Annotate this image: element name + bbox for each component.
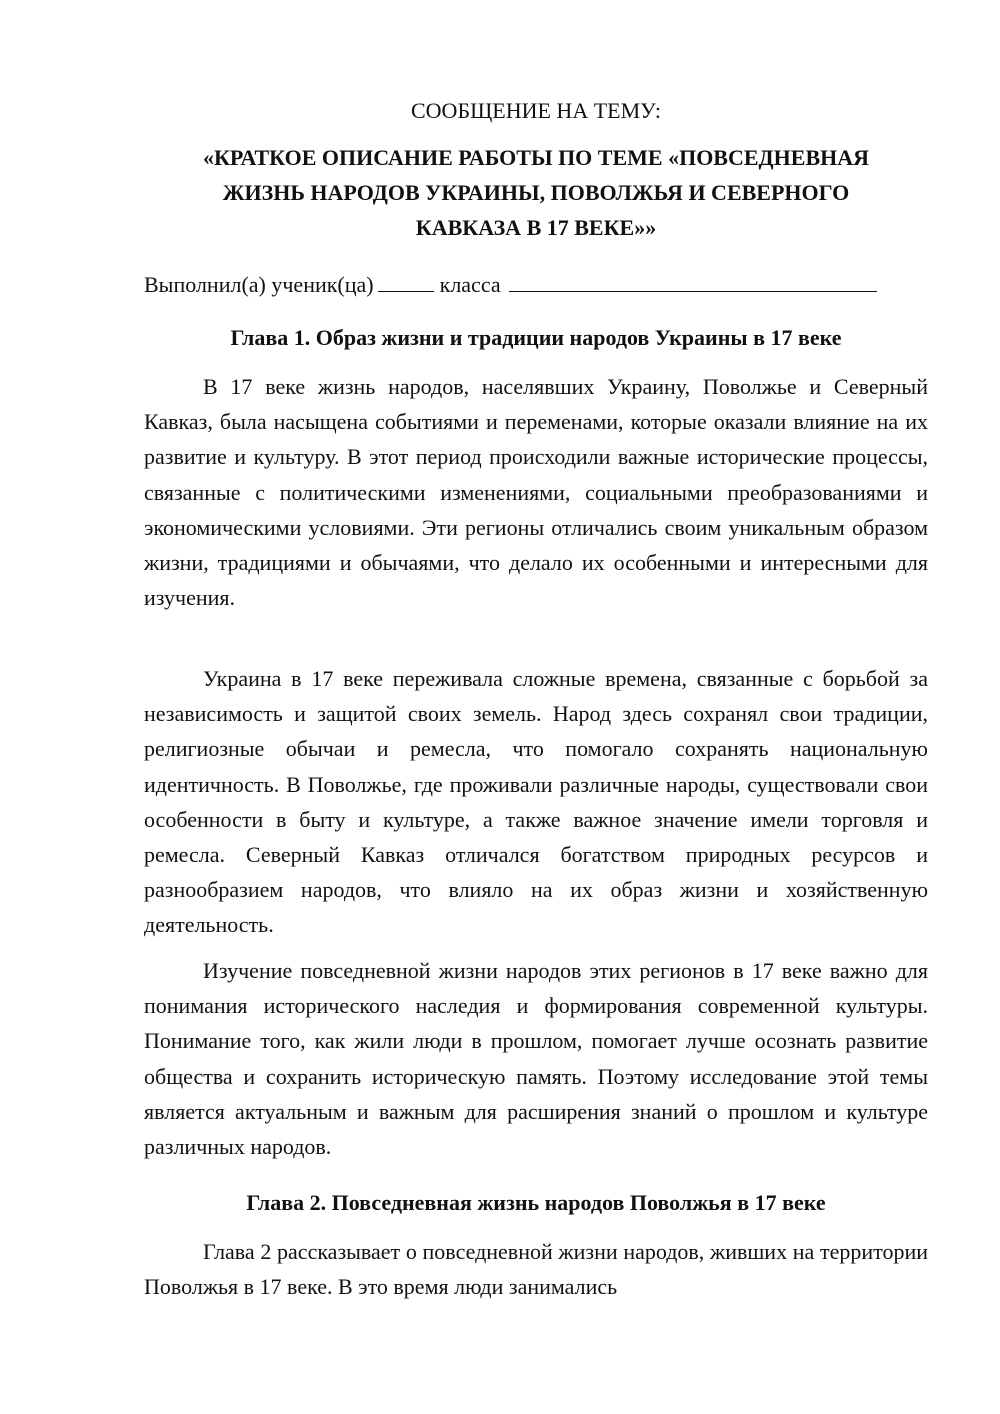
chapter-2-heading: Глава 2. Повседневная жизнь народов Поволжья в 17 веке xyxy=(246,1190,826,1215)
chapter-1-paragraph-3: Изучение повседневной жизни народов этих регионов в 17 веке важно для понимания исторического наследия и формирования современной культуры. Понимание того, как жили люди в прошлом, помогает лучше осознать развитие общества и сохранить историческую память. Поэтому исследование этой темы является актуальным и важным для расширения знаний о прошлом и культуре различных народов. xyxy=(144,958,928,1160)
document-kind: СООБЩЕНИЕ НА ТЕМУ: xyxy=(411,98,661,123)
document-page xyxy=(144,0,928,1414)
title-line-2: ЖИЗНЬ НАРОДОВ УКРАИНЫ, ПОВОЛЖЬЯ И СЕВЕРНОГО xyxy=(222,180,850,205)
chapter-1-paragraph-2: Украина в 17 веке переживала сложные времена, связанные с борьбой за независимость и защитой своих земель. Народ здесь сохранял свои традиции, религиозные обычаи и ремесла, что помогало сохранять национальную идентичность. В Поволжье, где проживали различные народы, существовали свои особенности в быту и культуре, а также важное значение имели торговля и ремесла. Северный Кавказ отличался богатством природных ресурсов и разнообразием народов, что влияло на их образ жизни и хозяйственную деятельность. xyxy=(144,666,928,938)
signature-class-label: класса xyxy=(439,272,501,297)
name-blank-field xyxy=(509,269,877,292)
title-line-1: «КРАТКОЕ ОПИСАНИЕ РАБОТЫ ПО ТЕМЕ «ПОВСЕДНЕВНАЯ xyxy=(202,145,870,170)
title-line-3: КАВКАЗА В 17 ВЕКЕ»» xyxy=(415,215,657,240)
chapter-1-paragraph-1: В 17 веке жизнь народов, населявших Украину, Поволжье и Северный Кавказ, была насыщена событиями и переменами, которые оказали влияние на их развитие и культуру. В этот период происходили важные исторические процессы, связанные с политическими изменениями, социальными преобразованиями и экономическими условиями. Эти регионы отличались своим уникальным образом жизни, традициями и обычаями, что делало их особенными и интересными для изучения. xyxy=(144,374,928,611)
signature-prefix: Выполнил(а) ученик(ца) xyxy=(144,272,374,297)
document-title xyxy=(144,140,928,245)
author-signature-line xyxy=(144,268,928,302)
chapter-1-heading: Глава 1. Образ жизни и традиции народов Украины в 17 веке xyxy=(230,325,842,350)
class-blank-field xyxy=(378,269,434,292)
chapter-2-paragraph-1: Глава 2 рассказывает о повседневной жизни народов, живших на территории Поволжья в 17 веке. В это время люди занимались xyxy=(144,1239,928,1300)
